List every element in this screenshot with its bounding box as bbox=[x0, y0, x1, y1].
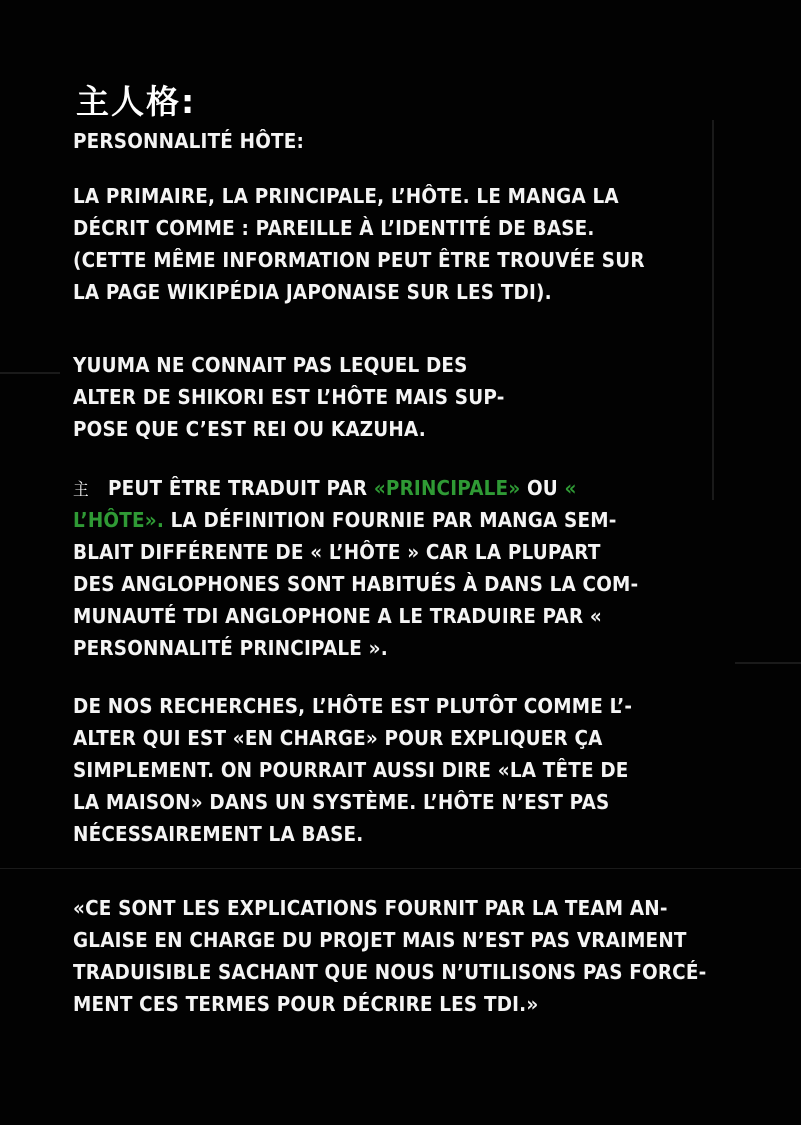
heading-chinese: 主人格: bbox=[76, 82, 197, 121]
paragraph-definition bbox=[73, 180, 645, 308]
text-line: TRADUISIBLE SACHANT QUE NOUS N’UTILISONS PAS FORCÉ- bbox=[73, 960, 707, 984]
paragraph-research bbox=[73, 690, 632, 850]
text-line: SIMPLEMENT. ON POURRAIT AUSSI DIRE «LA TÊTE DE bbox=[73, 758, 629, 782]
paragraph-yuuma bbox=[73, 349, 505, 445]
panel-seam bbox=[735, 662, 801, 664]
text-line: DES ANGLOPHONES SONT HABITUÉS À DANS LA COM- bbox=[73, 572, 639, 596]
text-line: «CE SONT LES EXPLICATIONS FOURNIT PAR LA TEAM AN- bbox=[73, 896, 668, 920]
text-span: LA DÉFINITION FOURNIE PAR MANGA SEM- bbox=[163, 508, 617, 532]
text-line: POSE QUE C’EST REI OU KAZUHA. bbox=[73, 417, 426, 441]
text-line: MENT CES TERMES POUR DÉCRIRE LES TDI.» bbox=[73, 992, 539, 1016]
paragraph-team-note bbox=[73, 892, 706, 1020]
highlight-hote: L’HÔTE». bbox=[73, 508, 164, 532]
kanji-character: 主 bbox=[73, 480, 89, 500]
text-line: DÉCRIT COMME : PAREILLE À L’IDENTITÉ DE BASE. bbox=[73, 216, 595, 240]
text-line: ALTER DE SHIKORI EST L’HÔTE MAIS SUP- bbox=[73, 385, 505, 409]
text-line: GLAISE EN CHARGE DU PROJET MAIS N’EST PAS VRAIMENT bbox=[73, 928, 687, 952]
text-line: YUUMA NE CONNAIT PAS LEQUEL DES bbox=[73, 353, 468, 377]
text-line: LA PRIMAIRE, LA PRINCIPALE, L’HÔTE. LE MANGA LA bbox=[73, 184, 619, 208]
highlight-principale: «PRINCIPALE» bbox=[373, 476, 521, 500]
text-line: NÉCESSAIREMENT LA BASE. bbox=[73, 822, 364, 846]
text-span: OU bbox=[520, 476, 565, 500]
panel-seam bbox=[0, 372, 60, 374]
text-line: PERSONNALITÉ PRINCIPALE ». bbox=[73, 636, 388, 660]
heading-french-text: PERSONNALITÉ HÔTE: bbox=[73, 129, 305, 153]
highlight-quote-open: « bbox=[564, 476, 577, 500]
text-line bbox=[73, 472, 638, 504]
paragraph-translation bbox=[73, 472, 638, 664]
text-line bbox=[73, 504, 638, 536]
text-line: ALTER QUI EST «EN CHARGE» POUR EXPLIQUER ÇA bbox=[73, 726, 603, 750]
text-line: BLAIT DIFFÉRENTE DE « L’HÔTE » CAR LA PLUPART bbox=[73, 540, 601, 564]
text-line: LA MAISON» DANS UN SYSTÈME. L’HÔTE N’EST PAS bbox=[73, 790, 610, 814]
text-span: PEUT ÊTRE TRADUIT PAR bbox=[107, 476, 374, 500]
text-line: DE NOS RECHERCHES, L’HÔTE EST PLUTÔT COMME L’- bbox=[73, 694, 633, 718]
panel-seam bbox=[712, 120, 714, 500]
heading-french bbox=[73, 125, 304, 157]
panel-seam bbox=[0, 868, 801, 869]
text-line: MUNAUTÉ TDI ANGLOPHONE A LE TRADUIRE PAR « bbox=[73, 604, 602, 628]
text-line: (CETTE MÊME INFORMATION PEUT ÊTRE TROUVÉE SUR bbox=[73, 248, 645, 272]
text-line: LA PAGE WIKIPÉDIA JAPONAISE SUR LES TDI). bbox=[73, 280, 552, 304]
